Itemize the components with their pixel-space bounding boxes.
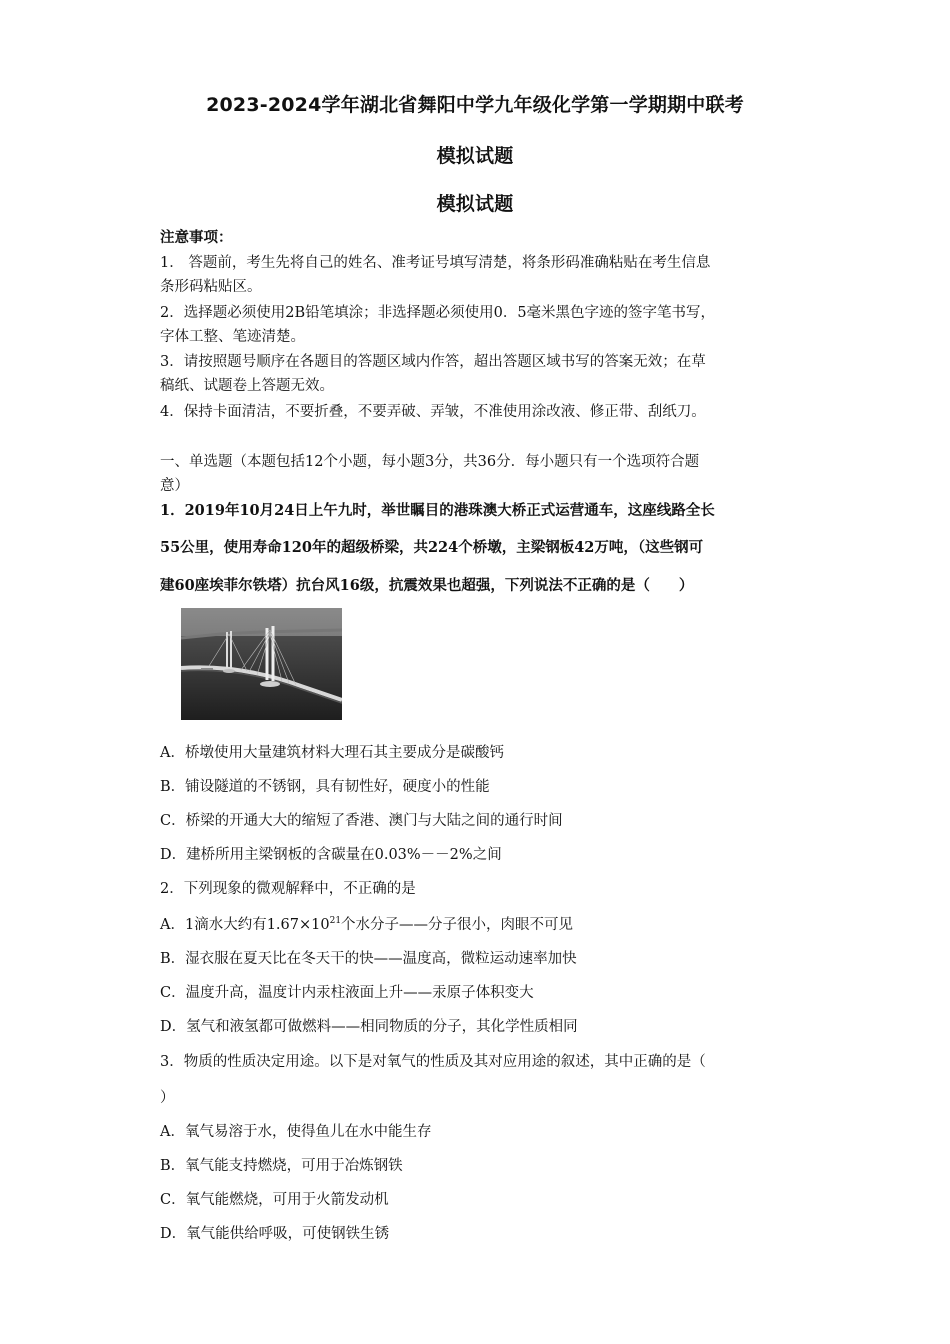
notice-line: 字体工整、笔迹清楚。 — [160, 329, 305, 345]
question-3-option: A．氧气易溶于水，使得鱼儿在水中能生存 — [160, 1124, 432, 1140]
option-a-text: A．1滴水大约有1.67×10 — [160, 917, 330, 933]
section-heading-cont: 意） — [160, 478, 189, 494]
question-2-option: D．氢气和液氢都可做燃料——相同物质的分子，其化学性质相同 — [160, 1019, 578, 1035]
question-1-option: B．铺设隧道的不锈钢，具有韧性好，硬度小的性能 — [160, 779, 490, 795]
question-2-option: C．温度升高，温度计内汞柱液面上升——汞原子体积变大 — [160, 985, 534, 1001]
notice-line: 3．请按照题号顺序在各题目的答题区域内作答，超出答题区域书写的答案无效；在草 — [160, 354, 706, 370]
question-1-stem: 1．2019年10月24日上午九时，举世瞩目的港珠澳大桥正式运营通车，这座线路全长 — [160, 502, 715, 519]
exponent: 21 — [329, 916, 342, 926]
question-2-stem: 2．下列现象的微观解释中，不正确的是 — [160, 881, 416, 897]
question-3-option: D．氧气能供给呼吸，可使钢铁生锈 — [160, 1226, 390, 1242]
question-1-option: A．桥墩使用大量建筑材料大理石其主要成分是碳酸钙 — [160, 745, 504, 761]
notice-line: 稿纸、试题卷上答题无效。 — [160, 378, 334, 394]
exam-title-line1: 2023-2024学年湖北省舞阳中学九年级化学第一学期期中联考 — [206, 94, 744, 116]
question-3-stem: ） — [160, 1090, 175, 1106]
notice-line: 1． 答题前，考生先将自己的姓名、准考证号填写清楚，将条形码准确粘贴在考生信息 — [160, 255, 711, 271]
question-1-option: C．桥梁的开通大大的缩短了香港、澳门与大陆之间的通行时间 — [160, 813, 563, 829]
question-2-option: B．湿衣服在夏天比在冬天干的快——温度高，微粒运动速率加快 — [160, 951, 577, 967]
question-1-stem: 建60座埃菲尔铁塔）抗台风16级，抗震效果也超强，下列说法不正确的是（ ） — [160, 577, 694, 594]
question-2-option — [160, 915, 800, 935]
notice-line: 条形码粘贴区。 — [160, 279, 262, 295]
question-3-stem: 3．物质的性质决定用途。以下是对氧气的性质及其对应用途的叙述，其中正确的是（ — [160, 1054, 706, 1070]
bridge-photo — [181, 608, 342, 720]
exam-title-line2: 模拟试题 — [436, 145, 514, 167]
section-heading: 一、单选题（本题包括12个小题，每小题3分，共36分．每小题只有一个选项符合题 — [160, 454, 700, 470]
question-1-option: D．建桥所用主梁钢板的含碳量在0.03%－－2%之间 — [160, 847, 502, 863]
exam-title-line3: 模拟试题 — [436, 193, 514, 215]
option-a-text-cont: 个水分子——分子很小，肉眼不可见 — [341, 917, 574, 933]
notice-heading: 注意事项： — [160, 229, 233, 246]
notice-line: 2．选择题必须使用2B铅笔填涂；非选择题必须使用0．5毫米黑色字迹的签字笔书写， — [160, 305, 716, 321]
notice-line: 4．保持卡面清洁，不要折叠，不要弄破、弄皱，不准使用涂改液、修正带、刮纸刀。 — [160, 404, 706, 420]
question-3-option: C．氧气能燃烧，可用于火箭发动机 — [160, 1192, 389, 1208]
question-1-stem: 55公里，使用寿命120年的超级桥梁，共224个桥墩，主梁钢板42万吨，（这些钢可 — [160, 539, 704, 556]
question-3-option: B．氧气能支持燃烧，可用于冶炼钢铁 — [160, 1158, 403, 1174]
